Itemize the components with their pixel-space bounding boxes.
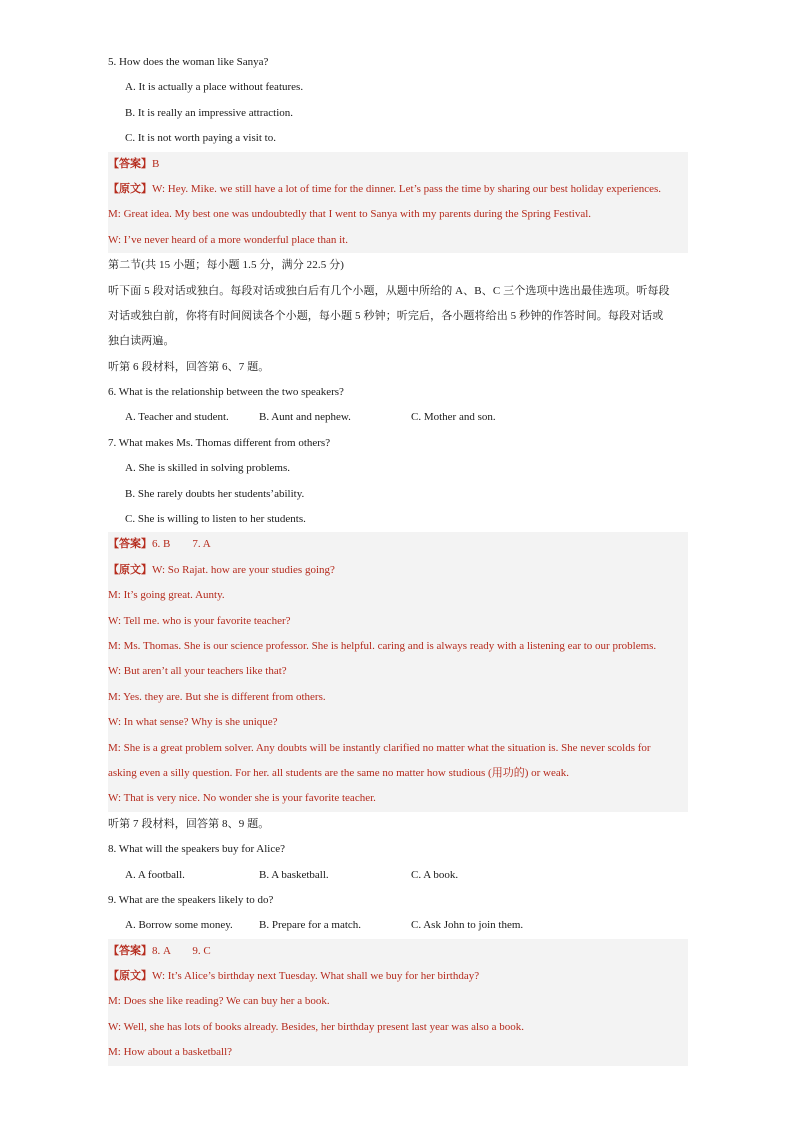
q5-option-a: A. It is actually a place without features. bbox=[125, 81, 304, 94]
material-6-transcript-line-1 bbox=[108, 558, 688, 583]
material-6-transcript-line-5: W: But aren’t all your teachers like that? bbox=[108, 665, 287, 678]
material-7-answer-block bbox=[108, 939, 688, 1066]
material-6-transcript-line-9: asking even a silly question. For her. all students are the same no matter how studious (用功的) or weak. bbox=[108, 766, 569, 779]
q5-transcript-line-1 bbox=[108, 177, 688, 202]
q9-option-b: B. Prepare for a match. bbox=[259, 919, 362, 932]
question-9: 9. What are the speakers likely to do? bbox=[108, 893, 274, 906]
transcript-text: W: It’s Alice’s birthday next Tuesday. What shall we buy for her birthday? bbox=[152, 970, 480, 983]
q5-answer-line bbox=[108, 152, 688, 177]
q8-option-b: B. A basketball. bbox=[259, 868, 329, 881]
material-6-intro: 听第 6 段材料，回答第 6、7 题。 bbox=[108, 360, 270, 373]
question-8: 8. What will the speakers buy for Alice? bbox=[108, 843, 285, 856]
answer-tag: 【答案】 bbox=[108, 157, 152, 170]
material-6-transcript-line-10: W: That is very nice. No wonder she is your favorite teacher. bbox=[108, 792, 376, 805]
q8-options-row bbox=[108, 863, 688, 888]
q8-9-answer-line bbox=[108, 939, 688, 964]
material-6-transcript-line-7: W: In what sense? Why is she unique? bbox=[108, 716, 278, 729]
material-7-transcript-line-4: M: How about a basketball? bbox=[108, 1046, 233, 1059]
material-7-transcript-line-2: M: Does she like reading? We can buy her a book. bbox=[108, 995, 330, 1008]
answer-value: B bbox=[152, 157, 160, 170]
material-7-transcript-line-1 bbox=[108, 964, 688, 989]
transcript-tag: 【原文】 bbox=[108, 970, 152, 983]
document-content bbox=[108, 50, 688, 1066]
section-2-instructions-3: 独白读两遍。 bbox=[108, 335, 175, 348]
q5-transcript-line-2: M: Great idea. My best one was undoubtedly that I went to Sanya with my parents during the Spring Festival. bbox=[108, 208, 592, 221]
material-6-transcript-line-4: M: Ms. Thomas. She is our science professor. She is helpful. caring and is always ready with a listening ear to our problems. bbox=[108, 639, 657, 652]
transcript-text: W: So Rajat. how are your studies going? bbox=[152, 563, 335, 576]
question-7: 7. What makes Ms. Thomas different from others? bbox=[108, 436, 331, 449]
q6-option-a: A. Teacher and student. bbox=[125, 411, 229, 424]
q7-option-c: C. She is willing to listen to her students. bbox=[125, 513, 306, 526]
material-6-transcript-line-8: M: She is a great problem solver. Any doubts will be instantly clarified no matter what the situation is. She never scolds for bbox=[108, 741, 651, 754]
material-7-intro: 听第 7 段材料，回答第 8、9 题。 bbox=[108, 817, 270, 830]
q5-transcript-line-3: W: I’ve never heard of a more wonderful place than it. bbox=[108, 233, 348, 246]
transcript-tag: 【原文】 bbox=[108, 182, 152, 195]
material-6-transcript-line-2: M: It’s going great. Aunty. bbox=[108, 589, 225, 602]
q9-options-row bbox=[108, 913, 688, 938]
transcript-text: W: Hey. Mike. we still have a lot of time for the dinner. Let’s pass the time by sharing our best holiday experiences. bbox=[152, 182, 662, 195]
q7-option-b: B. She rarely doubts her students’ability. bbox=[125, 487, 305, 500]
transcript-tag: 【原文】 bbox=[108, 563, 152, 576]
q6-option-c: C. Mother and son. bbox=[411, 411, 496, 424]
material-6-transcript-line-3: W: Tell me. who is your favorite teacher? bbox=[108, 614, 291, 627]
q9-option-c: C. Ask John to join them. bbox=[411, 919, 524, 932]
material-6-answer-block bbox=[108, 532, 688, 811]
q6-options-row bbox=[108, 405, 688, 430]
q9-option-a: A. Borrow some money. bbox=[125, 919, 233, 932]
answer-value: 8. A 9. C bbox=[152, 944, 211, 957]
section-2-heading: 第二节(共 15 小题；每小题 1.5 分，满分 22.5 分) bbox=[108, 259, 345, 272]
material-7-transcript-line-3: W: Well, she has lots of books already. Besides, her birthday present last year was also a book. bbox=[108, 1020, 524, 1033]
q6-option-b: B. Aunt and nephew. bbox=[259, 411, 351, 424]
answer-tag: 【答案】 bbox=[108, 944, 152, 957]
section-2-instructions-1: 听下面 5 段对话或独白。每段对话或独白后有几个小题，从题中所给的 A、B、C 三个选项中选出最佳选项。听每段 bbox=[108, 284, 670, 297]
material-6-transcript-line-6: M: Yes. they are. But she is different from others. bbox=[108, 690, 326, 703]
q8-option-c: C. A book. bbox=[411, 868, 459, 881]
section-2-instructions-2: 对话或独白前，你将有时间阅读各个小题，每小题 5 秒钟；听完后，各小题将给出 5 秒钟的作答时间。每段对话或 bbox=[108, 309, 664, 322]
answer-tag: 【答案】 bbox=[108, 538, 152, 551]
answer-value: 6. B 7. A bbox=[152, 538, 211, 551]
question-5: 5. How does the woman like Sanya? bbox=[108, 56, 269, 68]
q5-answer-block bbox=[108, 152, 688, 254]
q5-option-b: B. It is really an impressive attraction. bbox=[125, 106, 294, 119]
q7-option-a: A. She is skilled in solving problems. bbox=[125, 462, 290, 475]
q8-option-a: A. A football. bbox=[125, 868, 185, 881]
q6-7-answer-line bbox=[108, 532, 688, 557]
q5-option-c: C. It is not worth paying a visit to. bbox=[125, 132, 276, 145]
question-6: 6. What is the relationship between the two speakers? bbox=[108, 386, 344, 399]
